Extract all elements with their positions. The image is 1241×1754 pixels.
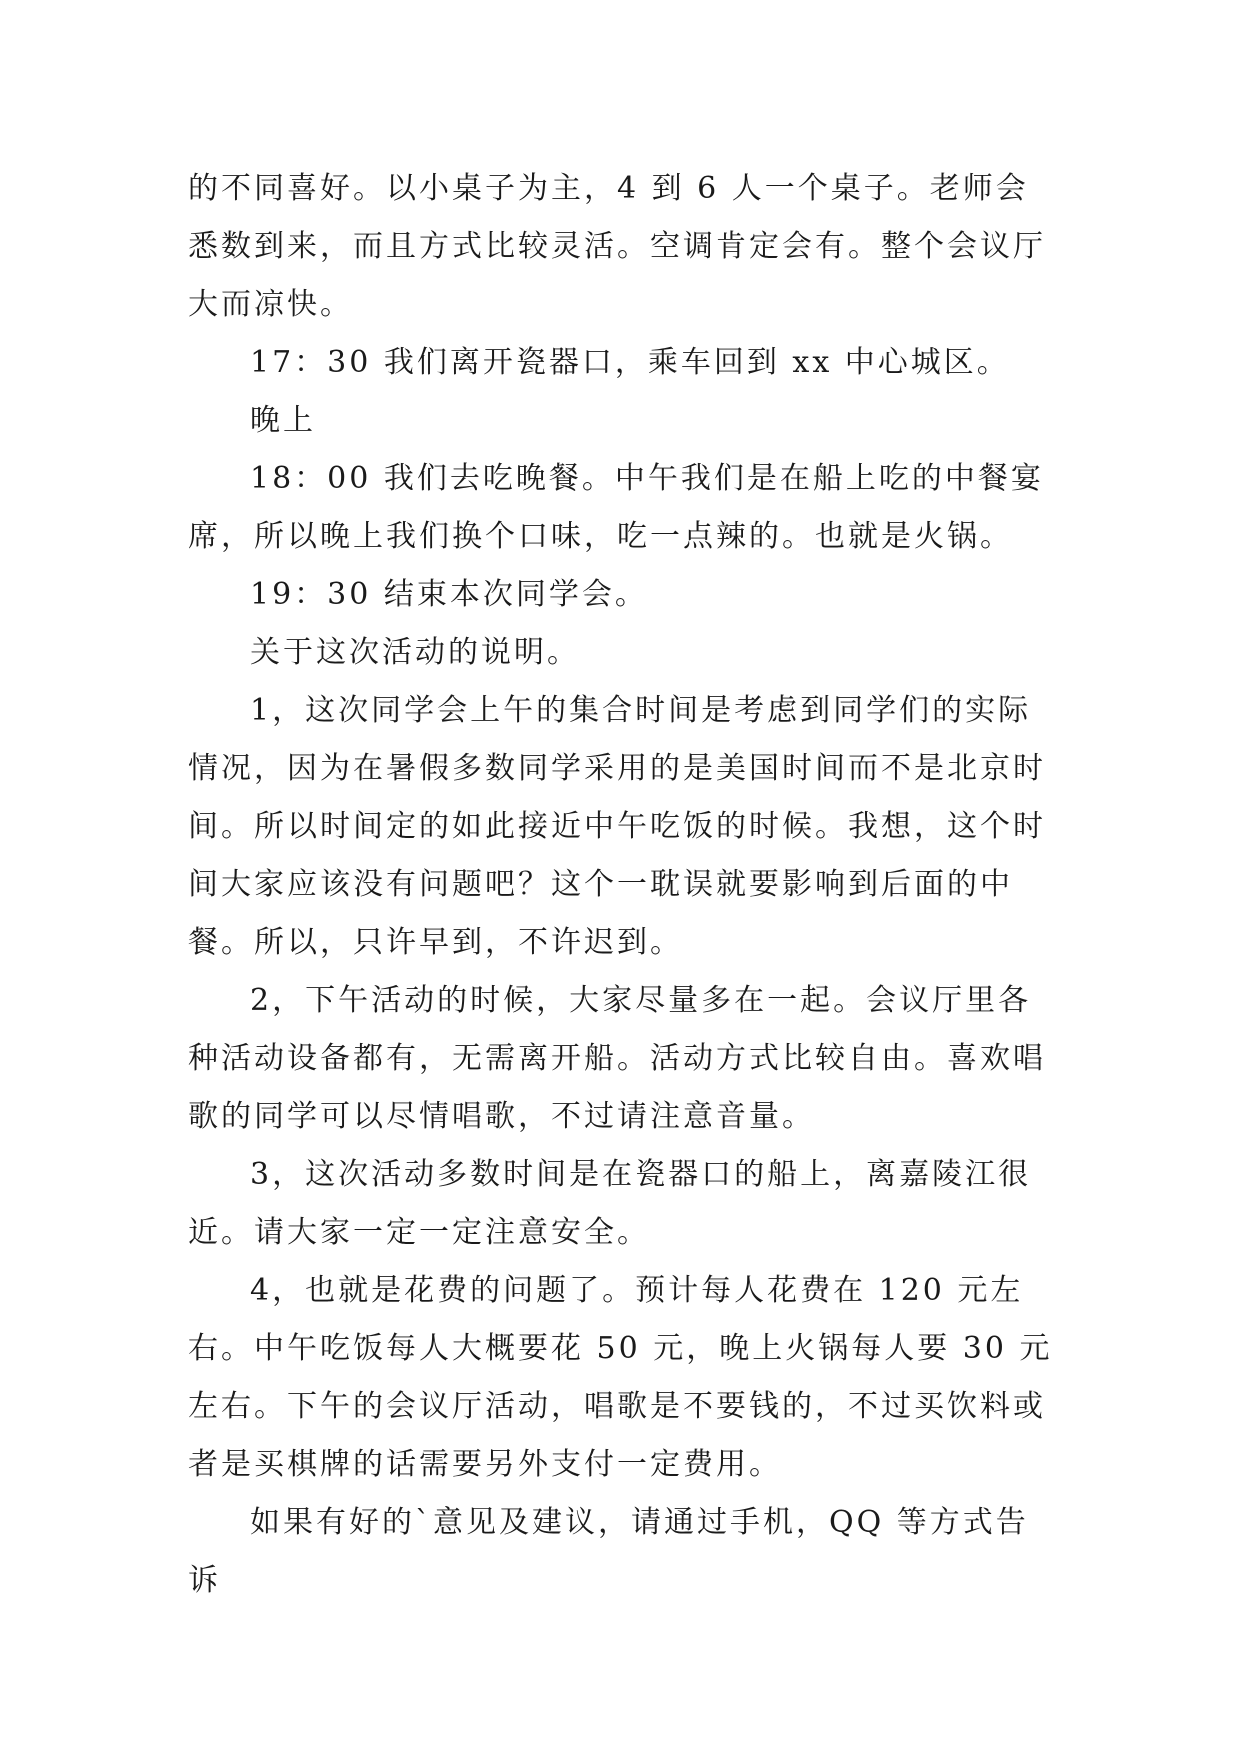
paragraph: 关于这次活动的说明。	[250, 635, 580, 670]
paragraph: 如果有好的`意见及建议，请通过手机，QQ 等方式告诉	[188, 1505, 1029, 1598]
paragraph: 18：00 我们去吃晚餐。中午我们是在船上吃的中餐宴席，所以晚上我们换个口味，吃一点辣的。也就是火锅。	[188, 461, 1044, 554]
document-page	[188, 160, 1058, 1610]
paragraph: 3，这次活动多数时间是在瓷器口的船上，离嘉陵江很近。请大家一定一定注意安全。	[188, 1157, 1032, 1250]
paragraph: 2，下午活动的时候，大家尽量多在一起。会议厅里各种活动设备都有，无需离开船。活动方式比较自由。喜欢唱歌的同学可以尽情唱歌，不过请注意音量。	[188, 983, 1046, 1134]
paragraph: 的不同喜好。以小桌子为主，4 到 6 人一个桌子。老师会悉数到来，而且方式比较灵活。空调肯定会有。整个会议厅大而凉快。	[188, 171, 1046, 322]
paragraph: 19：30 结束本次同学会。	[250, 577, 648, 612]
paragraph: 17：30 我们离开瓷器口，乘车回到 xx 中心城区。	[250, 345, 1010, 380]
paragraph: 晚上	[250, 403, 316, 438]
paragraph: 1，这次同学会上午的集合时间是考虑到同学们的实际情况，因为在暑假多数同学采用的是美国时间而不是北京时间。所以时间定的如此接近中午吃饭的时候。我想，这个时间大家应该没有问题吧？这个一耽误就要影响到后面的中餐。所以，只许早到，不许迟到。	[188, 693, 1046, 960]
paragraph: 4，也就是花费的问题了。预计每人花费在 120 元左右。中午吃饭每人大概要花 50 元，晚上火锅每人要 30 元左右。下午的会议厅活动，唱歌是不要钱的，不过买饮料或者是买棋牌的话需要另外支付一定费用。	[188, 1273, 1053, 1482]
